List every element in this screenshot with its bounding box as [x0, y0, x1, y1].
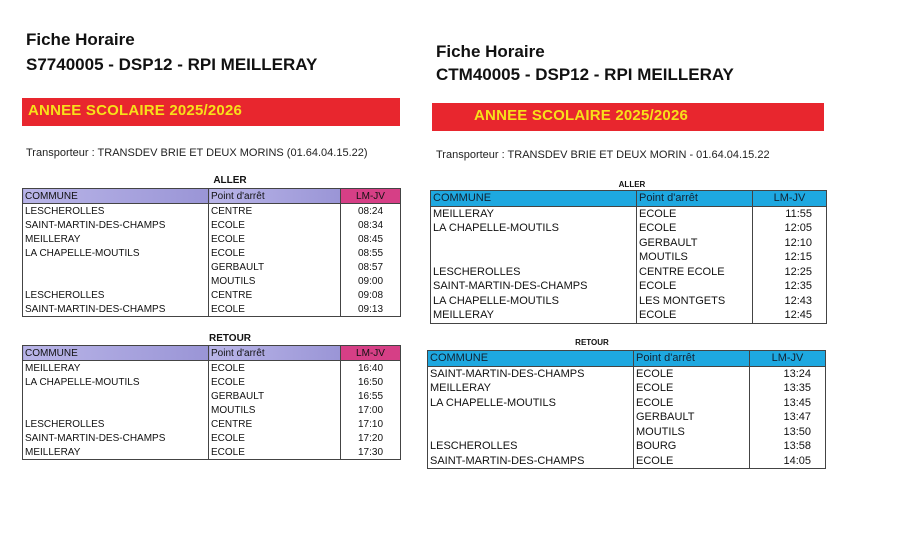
time-cell: 17:10 [341, 417, 401, 431]
stop-cell: ECOLE [634, 381, 750, 396]
commune-cell: LESCHEROLLES [23, 288, 209, 302]
table-row [23, 274, 401, 288]
transporter-info: Transporteur : TRANSDEV BRIE ET DEUX MORINS (01.64.04.15.22) [26, 147, 368, 159]
table-header-row [428, 351, 826, 367]
school-year-label: ANNEE SCOLAIRE 2025/2026 [28, 102, 243, 119]
line-code: S7740005 - DSP12 - RPI MEILLERAY [26, 55, 318, 74]
commune-cell: LA CHAPELLE-MOUTILS [428, 396, 634, 411]
time-cell: 17:20 [341, 431, 401, 445]
stop-cell: ECOLE [634, 366, 750, 381]
sheet-title: Fiche Horaire [26, 30, 135, 49]
stop-cell: ECOLE [209, 375, 341, 389]
retour-table [22, 345, 401, 460]
column-header-days: LM-JV [341, 346, 401, 361]
commune-cell: LA CHAPELLE-MOUTILS [23, 375, 209, 389]
stop-cell: CENTRE ECOLE [637, 265, 753, 280]
commune-cell: LESCHEROLLES [431, 265, 637, 280]
aller-label: ALLER [213, 175, 247, 186]
time-cell: 13:24 [750, 366, 826, 381]
table-row [431, 206, 827, 221]
commune-cell: MEILLERAY [23, 361, 209, 376]
stop-cell: MOUTILS [634, 425, 750, 440]
school-year-label: ANNEE SCOLAIRE 2025/2026 [474, 107, 689, 124]
retour-label: RETOUR [208, 333, 252, 344]
table-body [431, 206, 827, 323]
time-cell: 09:00 [341, 274, 401, 288]
column-header-days: LM-JV [341, 189, 401, 204]
stop-cell: ECOLE [634, 454, 750, 469]
table-row [431, 265, 827, 280]
commune-cell [428, 425, 634, 440]
column-header-commune: COMMUNE [431, 191, 637, 207]
time-cell: 13:58 [750, 439, 826, 454]
table-row [428, 396, 826, 411]
stop-cell: BOURG [634, 439, 750, 454]
transporter-info: Transporteur : TRANSDEV BRIE ET DEUX MORIN - 01.64.04.15.22 [436, 149, 770, 161]
commune-cell [23, 403, 209, 417]
commune-cell: MEILLERAY [23, 445, 209, 460]
table-row [431, 221, 827, 236]
time-cell: 17:30 [341, 445, 401, 460]
table-row [23, 246, 401, 260]
retour-label: RETOUR [575, 338, 609, 347]
table-body [23, 361, 401, 460]
stop-cell: ECOLE [209, 232, 341, 246]
commune-cell: MEILLERAY [431, 206, 637, 221]
stop-cell: GERBAULT [634, 410, 750, 425]
table-row [23, 302, 401, 317]
table-row [23, 445, 401, 460]
table-row [428, 439, 826, 454]
time-cell: 08:57 [341, 260, 401, 274]
stop-cell: ECOLE [209, 445, 341, 460]
commune-cell: SAINT-MARTIN-DES-CHAMPS [23, 431, 209, 445]
time-cell: 16:55 [341, 389, 401, 403]
school-year-banner [432, 103, 824, 131]
commune-cell: SAINT-MARTIN-DES-CHAMPS [428, 454, 634, 469]
time-cell: 12:43 [753, 294, 827, 309]
time-cell: 16:50 [341, 375, 401, 389]
time-cell: 16:40 [341, 361, 401, 376]
commune-cell: LESCHEROLLES [23, 417, 209, 431]
stop-cell: ECOLE [209, 302, 341, 317]
retour-table [427, 350, 826, 469]
commune-cell: MEILLERAY [428, 381, 634, 396]
time-cell: 12:35 [753, 279, 827, 294]
time-cell: 12:15 [753, 250, 827, 265]
stop-cell: ECOLE [637, 206, 753, 221]
aller-table [430, 190, 827, 324]
table-row [23, 375, 401, 389]
table-row [428, 454, 826, 469]
commune-cell: MEILLERAY [431, 308, 637, 323]
column-header-stop: Point d'arrêt [209, 189, 341, 204]
time-cell: 13:47 [750, 410, 826, 425]
table-header-row [23, 189, 401, 204]
table-row [428, 381, 826, 396]
stop-cell: ECOLE [637, 308, 753, 323]
stop-cell: ECOLE [209, 246, 341, 260]
table-row [23, 361, 401, 376]
time-cell: 09:08 [341, 288, 401, 302]
column-header-commune: COMMUNE [428, 351, 634, 367]
time-cell: 13:50 [750, 425, 826, 440]
table-header-row [23, 346, 401, 361]
time-cell: 13:45 [750, 396, 826, 411]
commune-cell: MEILLERAY [23, 232, 209, 246]
aller-table [22, 188, 401, 317]
time-cell: 12:25 [753, 265, 827, 280]
stop-cell: GERBAULT [637, 236, 753, 251]
table-body [23, 204, 401, 317]
column-header-commune: COMMUNE [23, 346, 209, 361]
commune-cell [428, 410, 634, 425]
time-cell: 09:13 [341, 302, 401, 317]
table-body [428, 366, 826, 469]
column-header-stop: Point d'arrêt [634, 351, 750, 367]
commune-cell [23, 274, 209, 288]
stop-cell: ECOLE [209, 218, 341, 232]
table-row [23, 218, 401, 232]
commune-cell [23, 260, 209, 274]
aller-label: ALLER [618, 180, 646, 189]
table-row [431, 308, 827, 323]
stop-cell: GERBAULT [209, 389, 341, 403]
table-row [431, 236, 827, 251]
stop-cell: LES MONTGETS [637, 294, 753, 309]
commune-cell: SAINT-MARTIN-DES-CHAMPS [431, 279, 637, 294]
commune-cell: LA CHAPELLE-MOUTILS [23, 246, 209, 260]
commune-cell: LA CHAPELLE-MOUTILS [431, 221, 637, 236]
column-header-days: LM-JV [750, 351, 826, 367]
stop-cell: ECOLE [637, 221, 753, 236]
commune-cell: LESCHEROLLES [428, 439, 634, 454]
stop-cell: ECOLE [209, 361, 341, 376]
commune-cell: SAINT-MARTIN-DES-CHAMPS [23, 218, 209, 232]
table-row [23, 260, 401, 274]
table-row [431, 250, 827, 265]
stop-cell: MOUTILS [209, 274, 341, 288]
column-header-stop: Point d'arrêt [637, 191, 753, 207]
line-code: CTM40005 - DSP12 - RPI MEILLERAY [436, 65, 734, 84]
commune-cell: LESCHEROLLES [23, 204, 209, 219]
table-row [23, 417, 401, 431]
time-cell: 12:10 [753, 236, 827, 251]
table-row [23, 204, 401, 219]
time-cell: 12:45 [753, 308, 827, 323]
table-row [431, 294, 827, 309]
table-row [428, 410, 826, 425]
time-cell: 11:55 [753, 206, 827, 221]
commune-cell: LA CHAPELLE-MOUTILS [431, 294, 637, 309]
column-header-days: LM-JV [753, 191, 827, 207]
table-header-row [431, 191, 827, 207]
commune-cell [431, 250, 637, 265]
school-year-banner [22, 98, 400, 126]
column-header-stop: Point d'arrêt [209, 346, 341, 361]
stop-cell: ECOLE [634, 396, 750, 411]
time-cell: 08:24 [341, 204, 401, 219]
table-row [428, 425, 826, 440]
stop-cell: MOUTILS [637, 250, 753, 265]
stop-cell: MOUTILS [209, 403, 341, 417]
stop-cell: CENTRE [209, 288, 341, 302]
table-row [23, 288, 401, 302]
stop-cell: CENTRE [209, 204, 341, 219]
commune-cell [23, 389, 209, 403]
stop-cell: ECOLE [209, 431, 341, 445]
sheet-title: Fiche Horaire [436, 42, 545, 61]
table-row [23, 389, 401, 403]
time-cell: 08:55 [341, 246, 401, 260]
commune-cell: SAINT-MARTIN-DES-CHAMPS [23, 302, 209, 317]
table-row [431, 279, 827, 294]
time-cell: 17:00 [341, 403, 401, 417]
table-row [23, 431, 401, 445]
stop-cell: ECOLE [637, 279, 753, 294]
time-cell: 13:35 [750, 381, 826, 396]
column-header-commune: COMMUNE [23, 189, 209, 204]
commune-cell [431, 236, 637, 251]
stop-cell: CENTRE [209, 417, 341, 431]
table-row [428, 366, 826, 381]
table-row [23, 403, 401, 417]
time-cell: 12:05 [753, 221, 827, 236]
stop-cell: GERBAULT [209, 260, 341, 274]
time-cell: 08:45 [341, 232, 401, 246]
commune-cell: SAINT-MARTIN-DES-CHAMPS [428, 366, 634, 381]
time-cell: 14:05 [750, 454, 826, 469]
table-row [23, 232, 401, 246]
time-cell: 08:34 [341, 218, 401, 232]
